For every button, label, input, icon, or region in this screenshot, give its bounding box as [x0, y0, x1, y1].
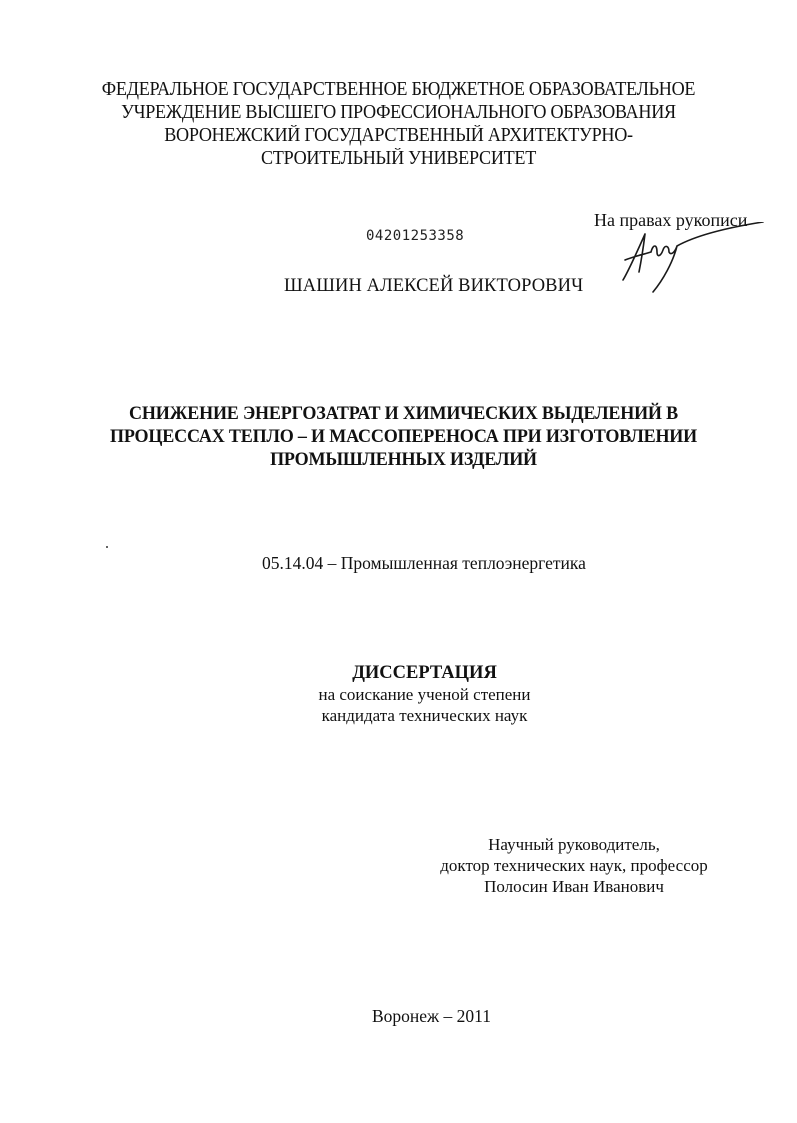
organization-line: УЧРЕЖДЕНИЕ ВЫСШЕГО ПРОФЕССИОНАЛЬНОГО ОБРАЗОВАНИЯ	[121, 102, 676, 123]
supervisor-name: Полосин Иван Иванович	[484, 877, 664, 896]
degree-line: на соискание ученой степени	[318, 685, 531, 704]
dissertation-title	[5, 402, 797, 471]
degree-line: кандидата технических наук	[321, 706, 528, 725]
supervisor-degree: доктор технических наук, профессор	[440, 856, 708, 875]
title-line: ПРОЦЕССАХ ТЕПЛО – И МАССОПЕРЕНОСА ПРИ ИЗГОТОВЛЕНИИ	[109, 426, 698, 447]
registration-number: 04201253358	[366, 228, 465, 244]
author-name: ШАШИН АЛЕКСЕЙ ВИКТОРОВИЧ	[284, 276, 584, 296]
city-year: Воронеж – 2011	[372, 1006, 491, 1026]
title-line: СНИЖЕНИЕ ЭНЕРГОЗАТРАТ И ХИМИЧЕСКИХ ВЫДЕЛЕНИЙ В	[129, 403, 678, 424]
scan-artifact	[106, 546, 108, 548]
organization-line: СТРОИТЕЛЬНЫЙ УНИВЕРСИТЕТ	[260, 148, 537, 169]
supervisor-role: Научный руководитель,	[488, 835, 660, 854]
rights-note: На правах рукописи	[594, 210, 748, 230]
specialty-code: 05.14.04 – Промышленная теплоэнергетика	[262, 553, 586, 573]
organization-line: ВОРОНЕЖСКИЙ ГОСУДАРСТВЕННЫЙ АРХИТЕКТУРНО-	[164, 125, 633, 146]
supervisor-block	[424, 834, 724, 897]
title-line: ПРОМЫШЛЕННЫХ ИЗДЕЛИЙ	[270, 449, 537, 470]
organization-header	[0, 78, 797, 170]
organization-line: ФЕДЕРАЛЬНОЕ ГОСУДАРСТВЕННОЕ БЮДЖЕТНОЕ ОБРАЗОВАТЕЛЬНОЕ	[101, 79, 696, 100]
dissertation-kind: ДИССЕРТАЦИЯ	[352, 663, 497, 683]
signature-icon	[615, 222, 765, 297]
dissertation-block	[26, 662, 797, 726]
